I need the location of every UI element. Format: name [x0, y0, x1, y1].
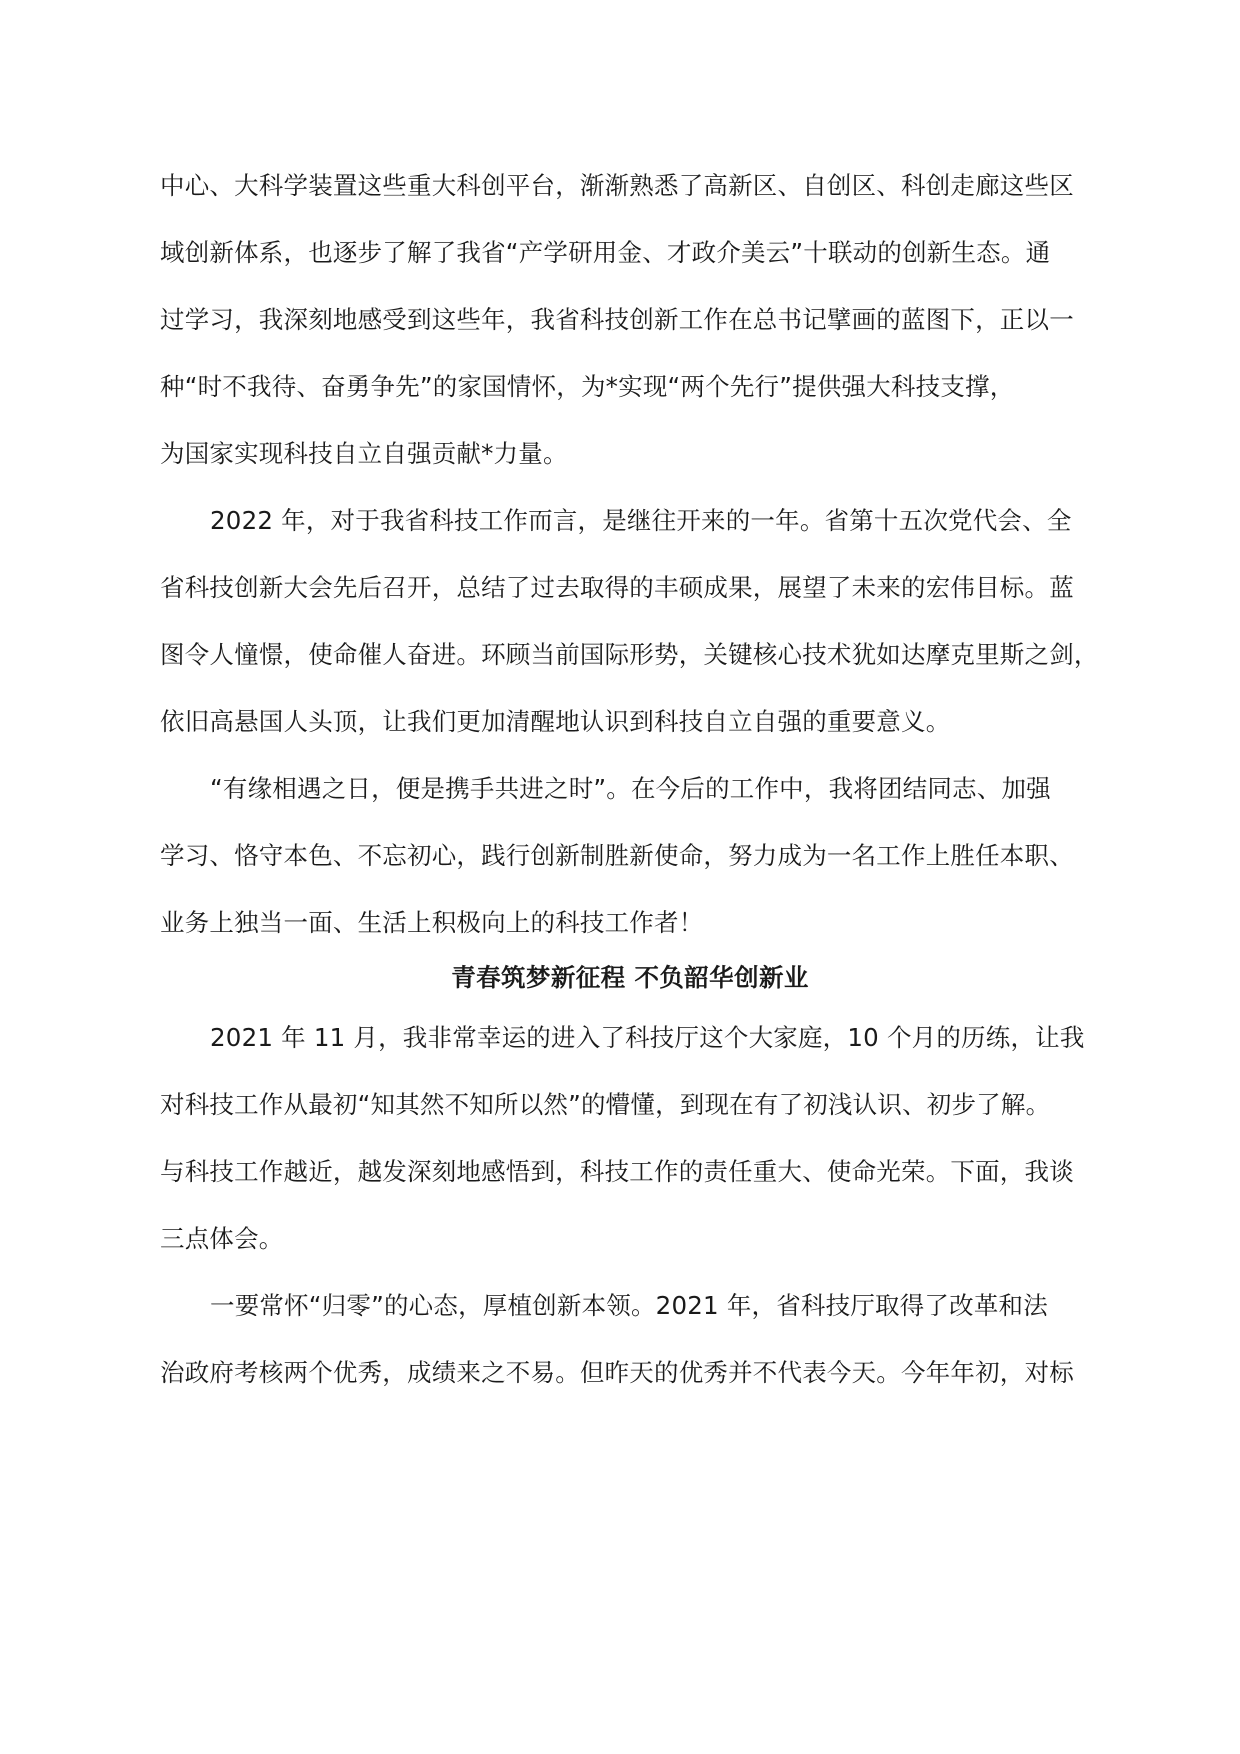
text-line: 对科技工作从最初“知其然不知所以然”的懵懂，到现在有了初浅认识、初步了解。: [160, 1090, 1051, 1119]
text-line: 图令人憧憬，使命催人奋进。环顾当前国际形势，关键核心技术犹如达摩克里斯之剑，: [160, 640, 1099, 669]
text-line: “有缘相遇之日，便是携手共进之时”。在今后的工作中，我将团结同志、加强: [210, 774, 1051, 803]
text-line: 学习、恪守本色、不忘初心，践行创新制胜新使命，努力成为一名工作上胜任本职、: [160, 841, 1074, 870]
text-line: 一要常怀“归零”的心态，厚植创新本领。2021 年，省科技厅取得了改革和法: [210, 1291, 1048, 1320]
text-line: 依旧高悬国人头顶，让我们更加清醒地认识到科技自立自强的重要意义。: [160, 707, 951, 736]
text-line: 2021 年 11 月，我非常幸运的进入了科技厅这个大家庭，10 个月的历练，让我: [210, 1023, 1085, 1052]
text-line: 治政府考核两个优秀，成绩来之不易。但昨天的优秀并不代表今天。今年年初，对标: [160, 1358, 1074, 1387]
text-line: 为国家实现科技自立自强贡献*力量。: [160, 439, 568, 468]
text-line: 种“时不我待、奋勇争先”的家国情怀，为*实现“两个先行”提供强大科技支撑，: [160, 372, 1015, 401]
text-line: 三点体会。: [160, 1224, 284, 1253]
section-heading: 青春筑梦新征程 不负韶华创新业: [451, 963, 809, 992]
text-line: 业务上独当一面、生活上积极向上的科技工作者！: [160, 908, 704, 937]
text-line: 过学习，我深刻地感受到这些年，我省科技创新工作在总书记擘画的蓝图下，正以一: [160, 305, 1074, 334]
text-line: 2022 年，对于我省科技工作而言，是继往开来的一年。省第十五次党代会、全: [210, 506, 1072, 535]
text-line: 省科技创新大会先后召开，总结了过去取得的丰硕成果，展望了未来的宏伟目标。蓝: [160, 573, 1074, 602]
text-line: 与科技工作越近，越发深刻地感悟到，科技工作的责任重大、使命光荣。下面，我谈: [160, 1157, 1074, 1186]
text-line: 域创新体系，也逐步了解了我省“产学研用金、才政介美云”十联动的创新生态。通: [160, 238, 1051, 267]
text-line: 中心、大科学装置这些重大科创平台，渐渐熟悉了高新区、自创区、科创走廊这些区: [160, 171, 1074, 200]
